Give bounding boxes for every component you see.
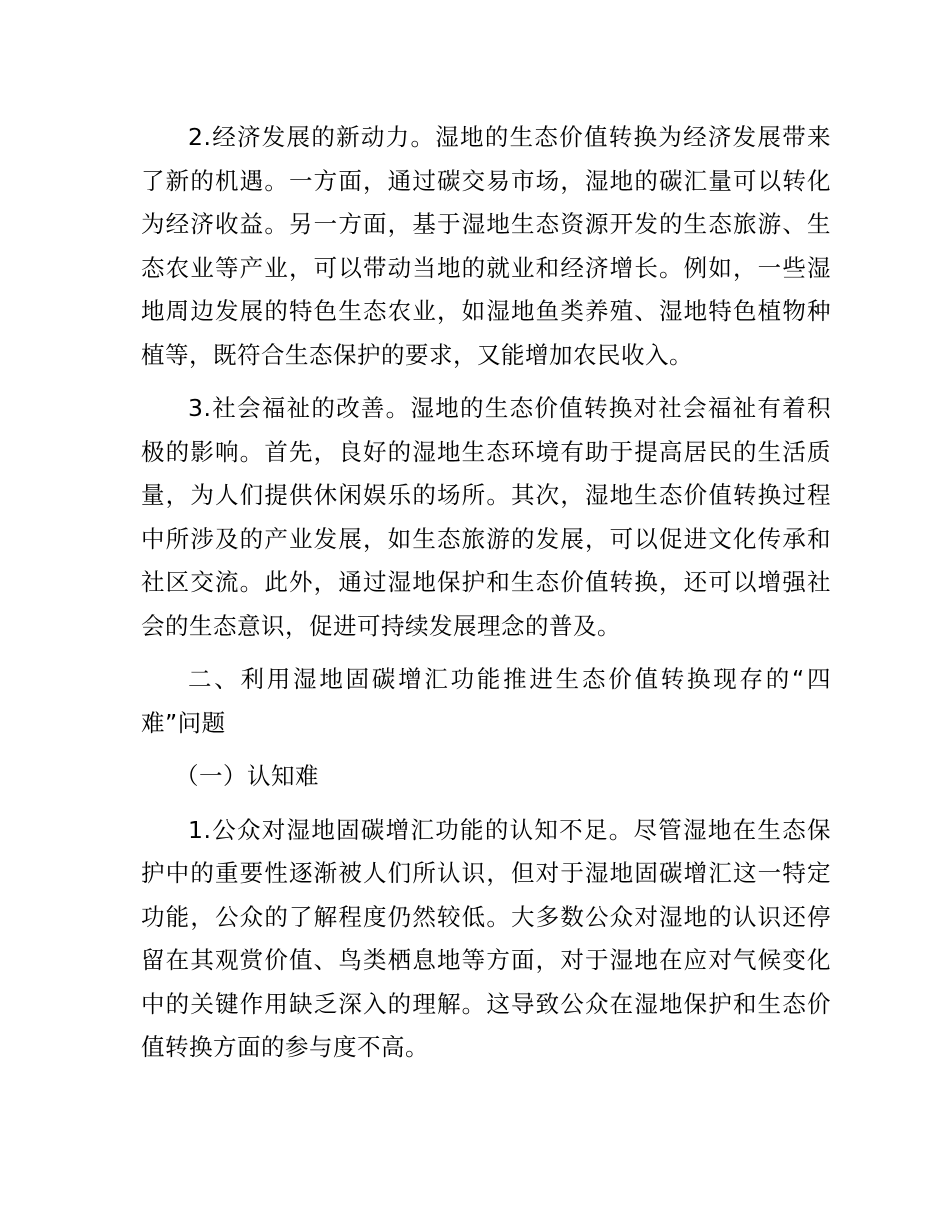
section-heading-four-difficulties: 二、利用湿地固碳增汇功能推进生态价值转换现存的“四难”问题 <box>141 665 831 737</box>
paragraph-social-welfare: 3.社会福祉的改善。湿地的生态价值转换对社会福祉有着积极的影响。首先，良好的湿地生态环境有助于提高居民的生活质量，为人们提供休闲娱乐的场所。其次，湿地生态价值转换过程中所涉及的产业发展，如生态旅游的发展，可以促进文化传承和社区交流。此外，通过湿地保护和生态价值转换，还可以增强社会的生态意识，促进可持续发展理念的普及。 <box>141 394 831 640</box>
paragraph-economic-driver: 2.经济发展的新动力。湿地的生态价值转换为经济发展带来了新的机遇。一方面，通过碳交易市场，湿地的碳汇量可以转化为经济收益。另一方面，基于湿地生态资源开发的生态旅游、生态农业等产业，可以带动当地的就业和经济增长。例如，一些湿地周边发展的特色生态农业，如湿地鱼类养殖、湿地特色植物种植等，既符合生态保护的要求，又能增加农民收入。 <box>141 123 831 369</box>
subsection-heading-cognition: （一）认知难 <box>175 762 319 790</box>
paragraph-public-awareness: 1.公众对湿地固碳增汇功能的认知不足。尽管湿地在生态保护中的重要性逐渐被人们所认识，但对于湿地固碳增汇这一特定功能，公众的了解程度仍然较低。大多数公众对湿地的认识还停留在其观赏价值、鸟类栖息地等方面，对于湿地在应对气候变化中的关键作用缺乏深入的理解。这导致公众在湿地保护和生态价值转换方面的参与度不高。 <box>141 815 831 1061</box>
document-body <box>141 116 831 1070</box>
